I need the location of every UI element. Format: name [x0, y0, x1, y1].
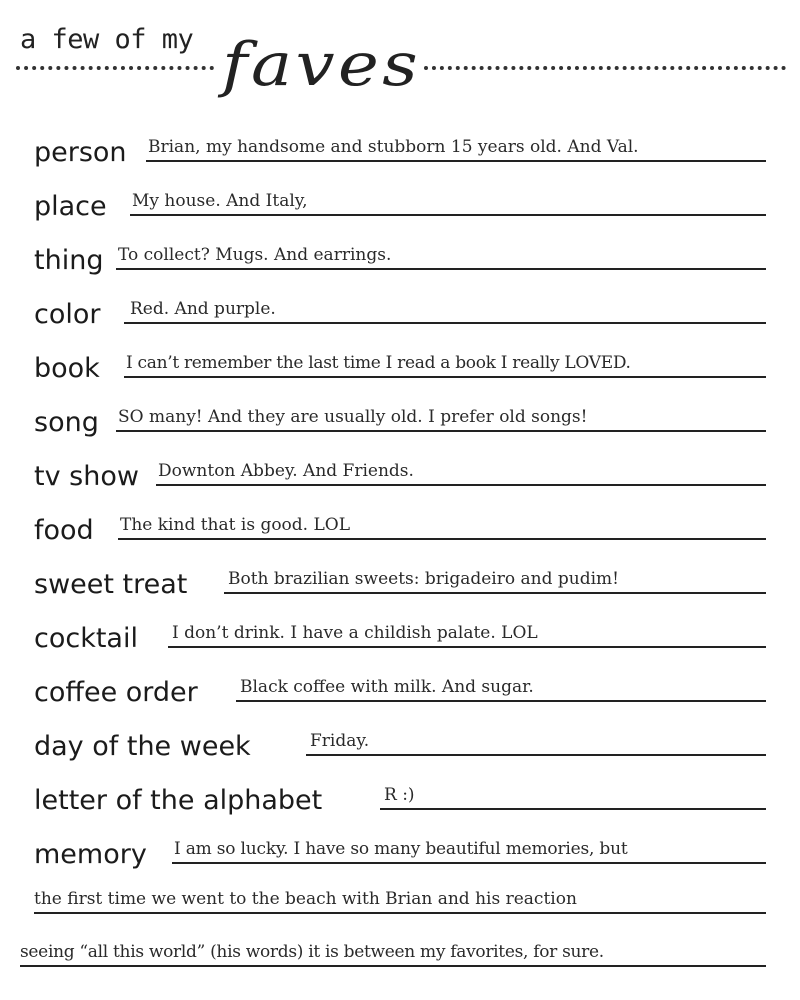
label-letter-of-the-alphabet: letter of the alphabet: [34, 785, 323, 816]
label-coffee-order: coffee order: [34, 677, 198, 708]
answer-line-sweet-treat: [224, 592, 766, 594]
answer-line-coffee-order: [236, 700, 766, 702]
answer-line-thing: [116, 268, 766, 270]
label-food: food: [34, 515, 94, 546]
answer-coffee-order[interactable]: Black coffee with milk. And sugar.: [240, 677, 534, 697]
row-coffee-order: [0, 654, 800, 708]
row-cocktail: [0, 600, 800, 654]
answer-line-day-of-the-week: [306, 754, 766, 756]
title-script: faves: [222, 30, 422, 100]
answer-thing[interactable]: To collect? Mugs. And earrings.: [118, 245, 392, 265]
answer-line-person: [146, 160, 766, 162]
answer-line-letter-of-the-alphabet: [380, 808, 766, 810]
answer-line-book: [124, 376, 766, 378]
header: [0, 0, 800, 110]
row-sweet-treat: [0, 546, 800, 600]
label-tv-show: tv show: [34, 461, 139, 492]
label-day-of-the-week: day of the week: [34, 731, 251, 762]
row-tv-show: [0, 438, 800, 492]
answer-line-cocktail: [168, 646, 766, 648]
answer-line-song: [116, 430, 766, 432]
answer-song[interactable]: SO many! And they are usually old. I prefer old songs!: [118, 407, 588, 427]
row-food: [0, 492, 800, 546]
label-sweet-treat: sweet treat: [34, 569, 188, 600]
answer-food[interactable]: The kind that is good. LOL: [120, 515, 350, 535]
answer-line-color: [124, 322, 766, 324]
row-thing: [0, 222, 800, 276]
answer-book[interactable]: I can’t remember the last time I read a book I really LOVED.: [126, 353, 631, 373]
answer-place[interactable]: My house. And Italy,: [132, 191, 308, 211]
memory-continuation-2[interactable]: seeing “all this world” (his words) it is between my favorites, for sure.: [20, 942, 604, 962]
label-cocktail: cocktail: [34, 623, 138, 654]
answer-memory[interactable]: I am so lucky. I have so many beautiful memories, but: [174, 839, 628, 859]
answer-cocktail[interactable]: I don’t drink. I have a childish palate. LOL: [172, 623, 538, 643]
answer-line-food: [118, 538, 766, 540]
row-day-of-the-week: [0, 708, 800, 762]
answer-line-tv-show: [156, 484, 766, 486]
memory-continuation-1[interactable]: the first time we went to the beach with Brian and his reaction: [34, 889, 577, 909]
answer-day-of-the-week[interactable]: Friday.: [310, 731, 370, 751]
title-plain: a few of my: [20, 24, 194, 55]
answer-line-place: [130, 214, 766, 216]
answer-tv-show[interactable]: Downton Abbey. And Friends.: [158, 461, 414, 481]
row-memory: [0, 816, 800, 870]
dotted-divider-left: [16, 66, 214, 70]
label-song: song: [34, 407, 99, 438]
label-color: color: [34, 299, 101, 330]
answer-color[interactable]: Red. And purple.: [130, 299, 276, 319]
label-person: person: [34, 137, 127, 168]
label-book: book: [34, 353, 100, 384]
answer-person[interactable]: Brian, my handsome and stubborn 15 years old. And Val.: [148, 137, 639, 157]
label-memory: memory: [34, 839, 147, 870]
row-color: [0, 276, 800, 330]
row-book: [0, 330, 800, 384]
answer-line-memory: [172, 862, 766, 864]
row-letter-of-the-alphabet: [0, 762, 800, 816]
row-place: [0, 168, 800, 222]
answer-letter-of-the-alphabet[interactable]: R :): [384, 785, 415, 805]
answer-sweet-treat[interactable]: Both brazilian sweets: brigadeiro and pudim!: [228, 569, 619, 589]
memory-continuation-line-1: [34, 912, 766, 914]
label-place: place: [34, 191, 107, 222]
row-person: [0, 114, 800, 168]
memory-continuation-line-2: [20, 965, 766, 967]
dotted-divider-right: [424, 66, 786, 70]
row-song: [0, 384, 800, 438]
label-thing: thing: [34, 245, 104, 276]
